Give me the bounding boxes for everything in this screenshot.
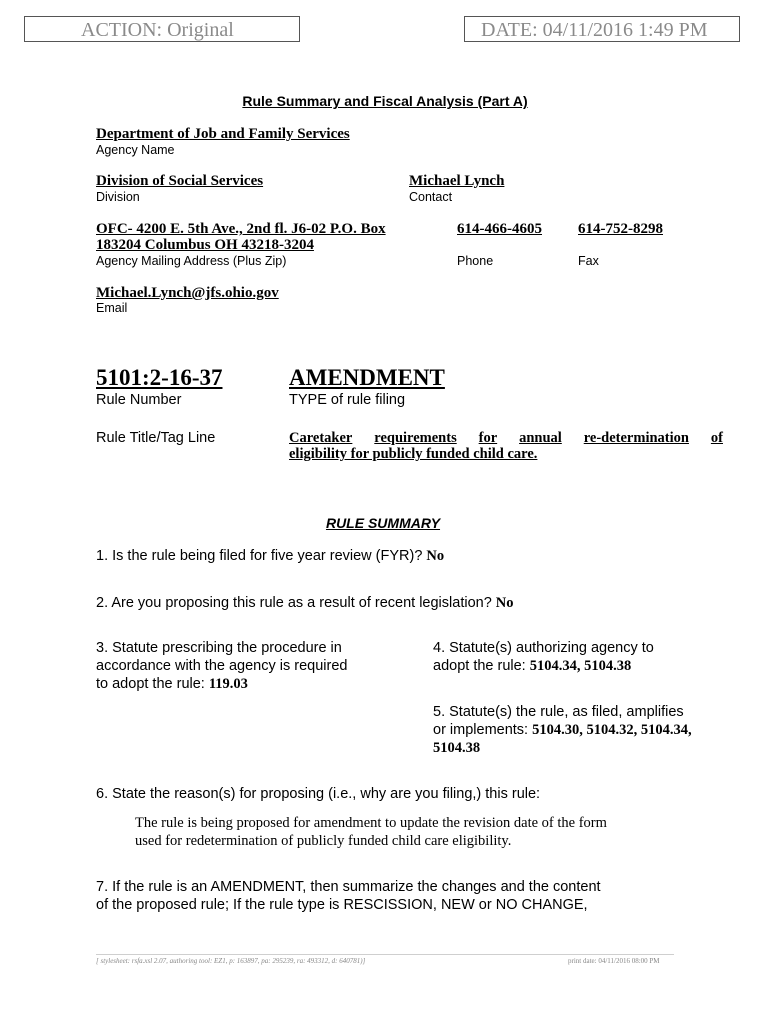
rule-title-word: requirements: [374, 430, 457, 446]
rule-title-word: of: [710, 430, 723, 446]
date-box: [464, 16, 740, 42]
phone-label: Phone: [457, 254, 494, 268]
question-7: [96, 878, 601, 914]
question-7-line-1: 7. If the rule is an AMENDMENT, then summarize the changes and the content: [96, 879, 601, 895]
question-4-line-1: 4. Statute(s) authorizing agency to: [433, 640, 654, 656]
address-line-1: OFC- 4200 E. 5th Ave., 2nd fl. J6-02 P.O. Box: [96, 221, 386, 237]
rule-type-value: AMENDMENT: [289, 365, 445, 390]
rule-title-label: Rule Title/Tag Line: [96, 430, 216, 446]
question-5-line-1: 5. Statute(s) the rule, as filed, amplifies: [433, 704, 684, 720]
date-text: DATE: 04/11/2016 1:49 PM: [481, 19, 708, 41]
division-value: Division of Social Services: [96, 173, 264, 189]
footer-rule: [96, 954, 674, 955]
agency-name-value: Department of Job and Family Services: [96, 126, 350, 142]
address-label: Agency Mailing Address (Plus Zip): [96, 254, 287, 268]
rule-number-value: 5101:2-16-37: [96, 365, 223, 390]
contact-label: Contact: [409, 190, 453, 204]
rule-type-label: TYPE of rule filing: [289, 392, 406, 408]
question-3: [96, 639, 406, 693]
question-1-text: 1. Is the rule being filed for five year review (FYR)?: [96, 548, 423, 564]
question-6: 6. State the reason(s) for proposing (i.e., why are you filing,) this rule:: [96, 786, 541, 802]
footer-stylesheet-info: [ stylesheet: rsfa.xsl 2.07, authoring tool: EZ1, p: 163897, pa: 295239, ra: 493312, d: 640781)]: [96, 957, 366, 965]
question-5-line-2: or implements:: [433, 722, 529, 738]
action-box: [24, 16, 300, 42]
rule-summary-heading: RULE SUMMARY: [325, 515, 441, 531]
question-1: [96, 547, 444, 565]
footer-print-date: print date: 04/11/2016 08:00 PM: [568, 957, 660, 965]
question-4-line-2: adopt the rule:: [433, 658, 526, 674]
rule-title-word: re-determination: [583, 430, 689, 446]
answer-5-part-2: 5104.38: [433, 740, 481, 756]
rule-title-line-2: eligibility for publicly funded child care.: [289, 446, 538, 462]
rule-title-word: for: [478, 430, 498, 446]
phone-value: 614-466-4605: [457, 221, 542, 237]
answer-4: 5104.34, 5104.38: [529, 658, 632, 674]
question-2-text: 2. Are you proposing this rule as a result of recent legislation?: [96, 595, 492, 611]
page-title: Rule Summary and Fiscal Analysis (Part A): [242, 93, 528, 109]
agency-name-label: Agency Name: [96, 143, 175, 157]
rule-number-label: Rule Number: [96, 392, 182, 408]
question-5: [433, 703, 743, 757]
contact-value: Michael Lynch: [409, 173, 505, 189]
answer-1: No: [426, 548, 445, 564]
email-label: Email: [96, 301, 128, 315]
question-2: [96, 594, 514, 612]
address-line-2: 183204 Columbus OH 43218-3204: [96, 237, 314, 253]
rule-title-line-1: [289, 430, 723, 446]
question-4-line-2-wrap: [433, 657, 733, 675]
answer-5-part-1: 5104.30, 5104.32, 5104.34,: [532, 722, 692, 738]
fax-label: Fax: [578, 254, 599, 268]
answer-2: No: [495, 595, 514, 611]
answer-3: 119.03: [208, 676, 248, 692]
question-3-line-3: to adopt the rule:: [96, 676, 205, 692]
rule-title-word: annual: [519, 430, 562, 446]
answer-6-line-1: The rule is being proposed for amendment to update the revision date of the form: [135, 815, 607, 831]
answer-6-line-2: used for redetermination of publicly funded child care eligibility.: [135, 833, 512, 849]
fax-value: 614-752-8298: [578, 221, 663, 237]
action-text: ACTION: Original: [81, 19, 234, 41]
division-label: Division: [96, 190, 140, 204]
question-7-line-2: of the proposed rule; If the rule type is RESCISSION, NEW or NO CHANGE,: [96, 897, 588, 913]
email-value: Michael.Lynch@jfs.ohio.gov: [96, 285, 279, 301]
question-4: [433, 639, 733, 675]
rule-title-word: Caretaker: [289, 430, 353, 446]
question-5-line-2-wrap: [433, 721, 743, 739]
answer-6: [135, 814, 607, 850]
question-3-line-1: 3. Statute prescribing the procedure in: [96, 640, 342, 656]
question-3-line-2: accordance with the agency is required: [96, 658, 348, 674]
question-3-line-3-wrap: [96, 675, 406, 693]
